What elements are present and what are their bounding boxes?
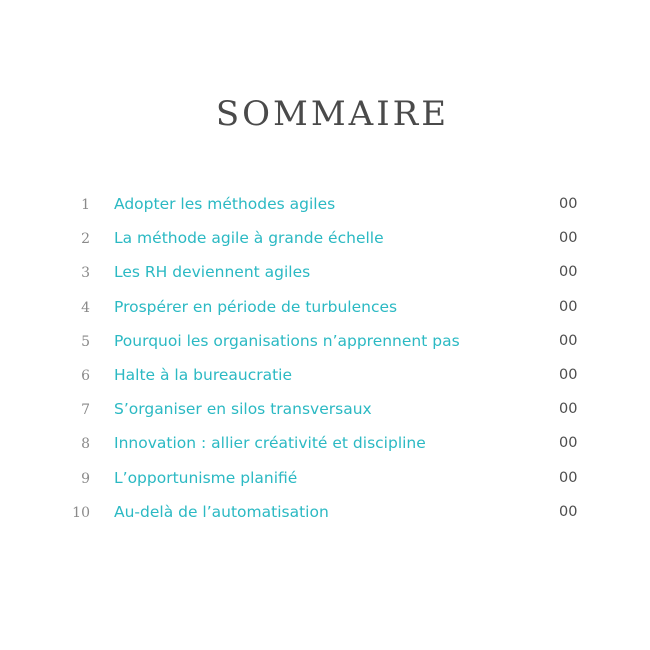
toc-entry-title[interactable]: Adopter les méthodes agiles [114, 195, 336, 213]
toc-entry-number: 7 [81, 402, 90, 419]
toc-entry-number: 10 [72, 504, 90, 521]
toc-entry[interactable] [0, 429, 650, 463]
toc-entry-page: 00 [559, 264, 578, 281]
toc-entry[interactable] [0, 224, 650, 258]
toc-entry-title[interactable]: S’organiser en silos transversaux [114, 400, 372, 419]
toc-entry-page: 00 [559, 401, 578, 418]
toc-entry-title[interactable]: Innovation : allier créativité et discipline [114, 434, 426, 453]
toc-entry-number: 4 [81, 299, 90, 316]
toc-entry-page: 00 [559, 503, 578, 520]
toc-entry-page: 00 [559, 366, 578, 383]
toc-entry-title[interactable]: Halte à la bureaucratie [114, 365, 293, 384]
toc-entry-page: 00 [559, 469, 578, 486]
toc-entry[interactable] [0, 498, 650, 532]
table-of-contents [0, 190, 650, 532]
toc-entry[interactable] [0, 190, 650, 224]
toc-entry-number: 1 [81, 197, 90, 213]
toc-entry-number: 5 [81, 333, 90, 350]
toc-entry[interactable] [0, 395, 650, 429]
toc-entry[interactable] [0, 327, 650, 361]
toc-entry-number: 2 [81, 231, 90, 248]
toc-entry[interactable] [0, 258, 650, 292]
toc-entry-page: 00 [559, 332, 578, 349]
toc-entry-number: 6 [81, 367, 90, 384]
toc-entry[interactable] [0, 361, 650, 395]
toc-entry-title[interactable]: Pourquoi les organisations n’apprennent pas [114, 331, 460, 350]
toc-entry[interactable] [0, 293, 650, 327]
toc-entry-number: 3 [81, 265, 90, 282]
toc-entry-page: 00 [559, 196, 578, 212]
toc-entry-page: 00 [559, 435, 578, 452]
toc-entry-title[interactable]: Prospérer en période de turbulences [114, 297, 398, 316]
page-title: SOMMAIRE [215, 94, 450, 134]
toc-entry[interactable] [0, 464, 650, 498]
toc-entry-title[interactable]: L’opportunisme planifié [114, 468, 298, 487]
toc-entry-title[interactable]: La méthode agile à grande échelle [114, 229, 384, 248]
toc-entry-title[interactable]: Au-delà de l’automatisation [114, 502, 329, 521]
toc-entry-title[interactable]: Les RH deviennent agiles [114, 263, 311, 282]
toc-entry-page: 00 [559, 298, 578, 315]
toc-entry-number: 8 [81, 436, 90, 453]
toc-entry-page: 00 [559, 230, 578, 247]
toc-entry-number: 9 [81, 470, 90, 487]
